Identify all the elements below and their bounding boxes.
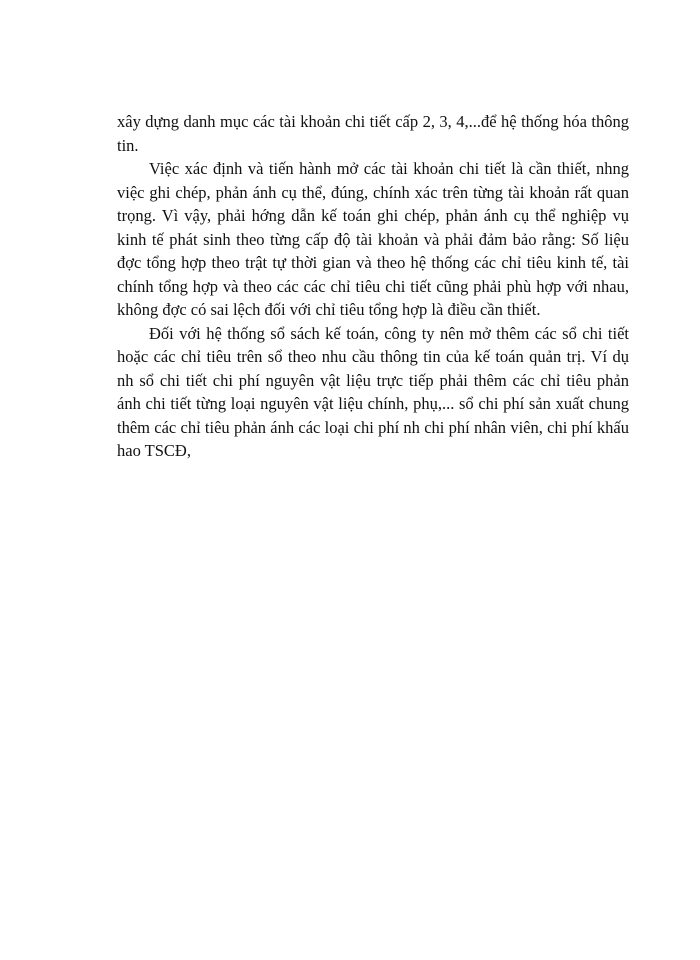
text-line: Đối với hệ thống sổ sách kế toán, công ty nên mở thêm các sổ chi tiết	[149, 323, 629, 343]
text-line: không đợc có sai lệch đối với chỉ tiêu tổng hợp là điều cần thiết.	[117, 300, 541, 319]
text-line: trọng. Vì vậy, phải hớng dẫn kế toán ghi chép, phản ánh cụ thể nghiệp vụ	[117, 206, 629, 225]
text-line: Việc xác định và tiến hành mở các tài khoản chi tiết là cần thiết, nhng	[149, 159, 629, 178]
text-line: thêm các chỉ tiêu phản ánh các loại chi phí nh chi phí nhân viên, chi phí khấu	[117, 417, 629, 437]
text-line: hoặc các chỉ tiêu trên sổ theo nhu cầu thông tin của kế toán quản trị. Ví dụ	[117, 347, 629, 366]
text-line: đợc tổng hợp theo trật tự thời gian và theo hệ thống các chỉ tiêu kinh tế, tài	[117, 253, 629, 272]
paragraph-1	[117, 110, 629, 157]
body-text	[117, 110, 629, 463]
text-line: ánh chi tiết từng loại nguyên vật liệu chính, phụ,... sổ chi phí sản xuất chung	[117, 394, 629, 413]
text-line: nh sổ chi tiết chi phí nguyên vật liệu trực tiếp phải thêm các chỉ tiêu phản	[117, 370, 629, 390]
text-line: hao TSCĐ,	[117, 441, 191, 460]
paragraph-2	[117, 157, 629, 322]
text-line: chính tổng hợp và theo các các chỉ tiêu chi tiết cũng phải phù hợp với nhau,	[117, 276, 629, 296]
text-line: xây dựng danh mục các tài khoản chi tiết cấp 2, 3, 4,...để hệ thống hóa thông	[117, 112, 629, 131]
paragraph-3	[117, 322, 629, 463]
text-line: tin.	[117, 135, 139, 155]
text-line: việc ghi chép, phản ánh cụ thể, đúng, chính xác trên từng tài khoản rất quan	[117, 182, 629, 202]
text-line: kinh tế phát sinh theo từng cấp độ tài khoản và phải đảm bảo rằng: Số liệu	[117, 229, 629, 249]
